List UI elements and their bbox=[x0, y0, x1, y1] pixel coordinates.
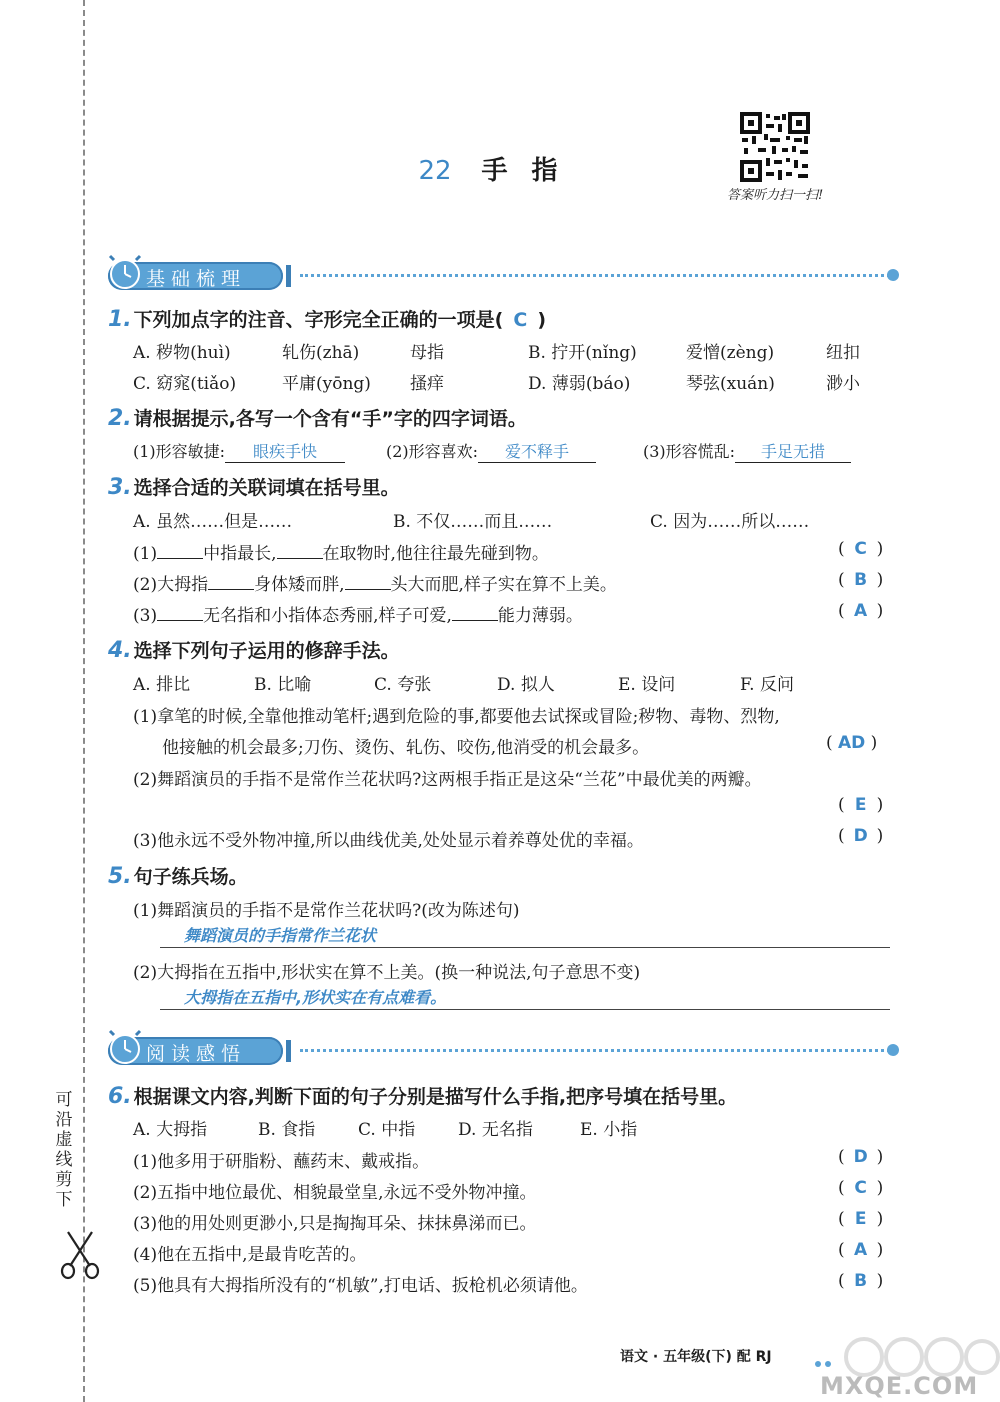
q3-option: A. 虽然……但是…… bbox=[133, 512, 293, 532]
q6-option: C. 中指 bbox=[358, 1120, 416, 1140]
section-title: 阅读感悟 bbox=[146, 1043, 247, 1065]
answer-bracket: ( E ) bbox=[838, 795, 884, 815]
cut-instruction: 可沿虚线剪下 bbox=[55, 1090, 73, 1210]
question-2: 2. 请根据提示,各写一个含有“手”字的四字词语。 bbox=[108, 406, 527, 431]
question-5: 5. 句子练兵场。 bbox=[108, 864, 248, 889]
answer-blank[interactable]: 手足无措 bbox=[735, 439, 851, 463]
q1-option: 渺小 bbox=[826, 374, 860, 394]
q4-item-text: (2)舞蹈演员的手指不是常作兰花状吗?这两根手指正是这朵“兰花”中最优美的两瓣。 bbox=[133, 770, 762, 790]
answer[interactable]: A bbox=[854, 1240, 868, 1260]
q4-option: E. 设问 bbox=[618, 675, 676, 695]
q1-option: 琴弦(xuán) bbox=[686, 374, 775, 394]
q5-prompt: (2)大拇指在五指中,形状实在算不上美。(换一种说法,句子意思不变) bbox=[133, 963, 641, 983]
qr-code-icon[interactable] bbox=[740, 112, 810, 182]
blank[interactable] bbox=[452, 607, 498, 621]
section-end-dot bbox=[887, 1044, 899, 1056]
section-title: 基础梳理 bbox=[146, 268, 247, 290]
q6-item-text: (2)五指中地位最优、相貌最堂皇,永远不受外物冲撞。 bbox=[133, 1183, 537, 1203]
scissors-icon bbox=[58, 1230, 102, 1280]
q1-option: 轧伤(zhā) bbox=[282, 343, 360, 363]
q6-option: E. 小指 bbox=[580, 1120, 638, 1140]
q6-item-text: (1)他多用于研脂粉、蘸药末、戴戒指。 bbox=[133, 1152, 430, 1172]
q1-option: C. 窈窕(tiǎo) bbox=[133, 374, 237, 394]
q6-item-text: (4)他在五指中,是最肯吃苦的。 bbox=[133, 1245, 367, 1265]
answer-blank[interactable]: 眼疾手快 bbox=[225, 439, 345, 463]
footer-subject: 语文 · 五年级(下) 配 RJ bbox=[620, 1349, 772, 1365]
q3-item: (3) 无名指和小指体态秀丽,样子可爱, 能力薄弱。 bbox=[133, 606, 583, 626]
q3-option: C. 因为……所以…… bbox=[650, 512, 810, 532]
q5-prompt: (1)舞蹈演员的手指不是常作兰花状吗?(改为陈述句) bbox=[133, 901, 520, 921]
q1-option: 爱憎(zèng) bbox=[686, 343, 775, 363]
answer-bracket: ( E ) bbox=[838, 1209, 884, 1229]
alarm-clock-icon bbox=[108, 1027, 144, 1067]
watermark-text: MXQE.COM bbox=[820, 1372, 979, 1400]
q3-item: (2)大拇指 身体矮而胖, 头大而肥,样子实在算不上美。 bbox=[133, 575, 617, 595]
blank[interactable] bbox=[157, 545, 203, 559]
q1-option: 母指 bbox=[410, 343, 444, 363]
answer[interactable]: D bbox=[853, 1147, 868, 1167]
q1-option: 平庸(yōng) bbox=[282, 374, 371, 394]
answer[interactable]: D bbox=[853, 826, 868, 846]
answer-bracket: ( D ) bbox=[838, 1147, 884, 1167]
section-dotted-rule bbox=[300, 274, 890, 277]
answer: 舞蹈演员的手指常作兰花状 bbox=[184, 926, 377, 945]
answer[interactable]: A bbox=[854, 601, 868, 621]
alarm-clock-icon bbox=[108, 252, 144, 292]
blank[interactable] bbox=[345, 576, 391, 590]
question-4: 4. 选择下列句子运用的修辞手法。 bbox=[108, 638, 400, 663]
section-tail bbox=[286, 1040, 294, 1062]
blank[interactable] bbox=[157, 607, 203, 621]
section-header-reading bbox=[108, 1027, 898, 1071]
q1-option: B. 拧开(nǐng) bbox=[528, 343, 637, 363]
answer-bracket: ( C ) bbox=[838, 539, 884, 559]
q4-option: F. 反问 bbox=[740, 675, 794, 695]
q3-item: (1) 中指最长, 在取物时,他往往最先碰到物。 bbox=[133, 544, 549, 564]
answer-bracket: ( B ) bbox=[838, 1271, 884, 1291]
answer[interactable]: E bbox=[854, 795, 867, 815]
answer-bracket: ( B ) bbox=[838, 570, 884, 590]
answer[interactable]: B bbox=[854, 570, 868, 590]
question-1: 1. 下列加点字的注音、字形完全正确的一项是( C ) bbox=[108, 307, 547, 332]
q4-item-text: (1)拿笔的时候,全靠他推动笔杆;遇到危险的事,都要他去试探或冒险;秽物、毒物、烈物, bbox=[133, 707, 780, 727]
blank[interactable] bbox=[277, 545, 323, 559]
section-tail bbox=[286, 265, 294, 287]
q4-option: C. 夸张 bbox=[374, 675, 432, 695]
q2-item: (3)形容慌乱: 手足无措 bbox=[643, 439, 851, 463]
page-title bbox=[0, 150, 1000, 187]
answer-bracket: ( D ) bbox=[838, 826, 884, 846]
q1-option: A. 秽物(huì) bbox=[133, 343, 231, 363]
answer[interactable]: B bbox=[854, 1271, 868, 1291]
section-header-basic bbox=[108, 252, 898, 296]
q2-item: (1)形容敏捷: 眼疾手快 bbox=[133, 439, 345, 463]
answer: 大拇指在五指中,形状实在有点难看。 bbox=[184, 988, 447, 1007]
answer[interactable]: E bbox=[854, 1209, 867, 1229]
q4-option: B. 比喻 bbox=[254, 675, 312, 695]
answer[interactable]: C bbox=[854, 1178, 867, 1198]
q1-option: 纽扣 bbox=[826, 343, 860, 363]
answer-bracket: ( AD ) bbox=[826, 733, 878, 753]
q1-option: 搔痒 bbox=[410, 374, 444, 394]
lesson-number: 22 bbox=[418, 156, 452, 186]
section-end-dot bbox=[887, 269, 899, 281]
q6-item-text: (5)他具有大拇指所没有的“机敏”,打电话、扳枪机必须请他。 bbox=[133, 1276, 588, 1296]
q1-option: D. 薄弱(báo) bbox=[528, 374, 631, 394]
cut-dashed-line bbox=[83, 0, 85, 1402]
answer-bracket: ( A ) bbox=[838, 601, 884, 621]
answer-bracket: ( A ) bbox=[838, 1240, 884, 1260]
answer-bracket: ( C ) bbox=[838, 1178, 884, 1198]
answer[interactable]: C bbox=[854, 539, 867, 559]
q4-item-text: 他接触的机会最多;刀伤、烫伤、轧伤、咬伤,他消受的机会最多。 bbox=[162, 738, 650, 758]
q4-item-text: (3)他永远不受外物冲撞,所以曲线优美,处处显示着养尊处优的幸福。 bbox=[133, 831, 644, 851]
blank[interactable] bbox=[208, 576, 254, 590]
q6-option: D. 无名指 bbox=[458, 1120, 533, 1140]
q4-option: A. 排比 bbox=[133, 675, 191, 695]
writing-line[interactable] bbox=[160, 924, 890, 948]
writing-line[interactable] bbox=[160, 986, 890, 1010]
q4-option: D. 拟人 bbox=[497, 675, 555, 695]
answer[interactable]: AD bbox=[838, 733, 866, 753]
section-dotted-rule bbox=[300, 1049, 890, 1052]
q3-option: B. 不仅……而且…… bbox=[393, 512, 553, 532]
question-3: 3. 选择合适的关联词填在括号里。 bbox=[108, 475, 400, 500]
qr-caption: 答案听力扫一扫! bbox=[727, 188, 824, 203]
answer[interactable]: C bbox=[513, 309, 528, 331]
answer-blank[interactable]: 爱不释手 bbox=[478, 439, 596, 463]
q2-item: (2)形容喜欢: 爱不释手 bbox=[386, 439, 596, 463]
q6-option: B. 食指 bbox=[258, 1120, 316, 1140]
q6-option: A. 大拇指 bbox=[133, 1120, 208, 1140]
question-6: 6. 根据课文内容,判断下面的句子分别是描写什么手指,把序号填在括号里。 bbox=[108, 1084, 738, 1109]
q6-item-text: (3)他的用处则更渺小,只是掏掏耳朵、抹抹鼻涕而已。 bbox=[133, 1214, 537, 1234]
lesson-title: 手指 bbox=[481, 156, 582, 186]
